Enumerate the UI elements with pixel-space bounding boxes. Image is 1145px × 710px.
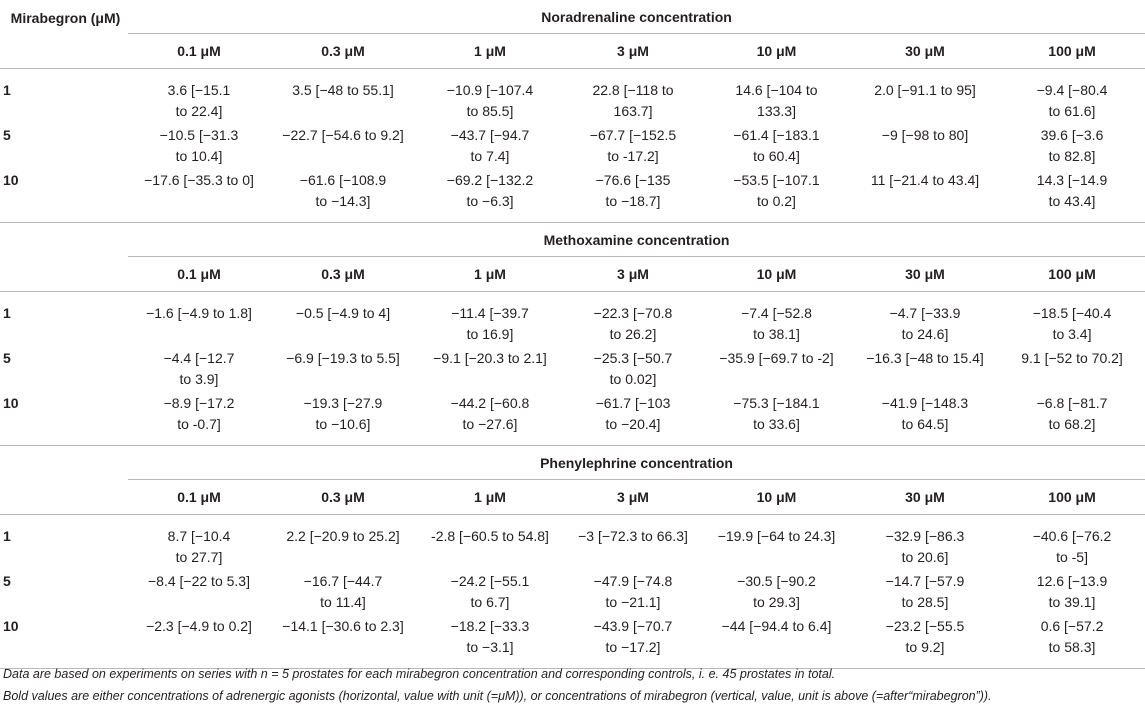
cell-line: to 28.5] [901, 594, 949, 610]
cell-line: to 0.2] [757, 193, 796, 209]
cell-line: to -0.7] [177, 416, 221, 432]
mirabegron-concentration-label: 10 [0, 390, 128, 446]
cell-line: −35.9 [−69.7 to -2] [719, 350, 834, 366]
cell-line: to −3.1] [466, 639, 514, 655]
table-cell [564, 390, 702, 446]
cell-line: to 9.2] [905, 639, 945, 655]
table-row [0, 122, 1145, 167]
cell-line: to 64.5] [901, 416, 949, 432]
concentration-label: 1 μM [474, 43, 506, 59]
cell-line: −67.7 [−152.5 [589, 127, 677, 143]
table-row [0, 613, 1145, 669]
cell-line: 3.5 [−48 to 55.1] [292, 82, 394, 98]
table-cell [270, 69, 416, 123]
concentration-label: 0.3 μM [321, 489, 365, 505]
cell-line: −7.4 [−52.8 [741, 305, 812, 321]
section-title-row [0, 0, 1145, 34]
concentration-label: 10 μM [756, 266, 797, 282]
cell-line: to −10.6] [315, 416, 371, 432]
cell-line: −30.5 [−90.2 [737, 573, 816, 589]
table-cell [128, 390, 270, 446]
table-cell [270, 167, 416, 223]
table-cell [851, 568, 999, 613]
cell-line: to 61.6] [1048, 103, 1096, 119]
cell-line: −1.6 [−4.9 to 1.8] [146, 305, 252, 321]
table-cell [999, 69, 1145, 123]
table-cell [999, 345, 1145, 390]
table-cell [128, 69, 270, 123]
cell-line: 163.7] [613, 103, 653, 119]
cell-line: to 0.02] [609, 371, 657, 387]
table-cell [416, 345, 564, 390]
mirabegron-concentration-label: 1 [3, 305, 11, 321]
concentration-label: 0.1 μM [177, 43, 221, 59]
cell-line: 8.7 [−10.4 [167, 528, 231, 544]
section-title: Noradrenaline concentration [128, 0, 1145, 34]
cell-line: −3 [−72.3 to 66.3] [578, 528, 688, 544]
cell-line: −44 [−94.4 to 6.4] [721, 618, 832, 634]
cell-line: to −14.3] [315, 193, 371, 209]
table-cell [702, 292, 851, 346]
concentration-header-row [0, 480, 1145, 515]
cell-line: to 27.7] [175, 549, 223, 565]
table-cell [564, 345, 702, 390]
section-title-row [0, 446, 1145, 480]
cell-line: −4.7 [−33.9 [889, 305, 961, 321]
cell-line: to 26.2] [609, 326, 657, 342]
table-cell [564, 515, 702, 569]
blank-corner [0, 223, 128, 292]
table-cell [702, 613, 851, 669]
footnote-2: Bold values are either concentrations of adrenergic agonists (horizontal, value with unit (=μM)), or concentrations of mirabegron (vertical, value, unit is above (=after“mirabegron”)). [3, 689, 992, 703]
table-cell [999, 515, 1145, 569]
table-cell [564, 292, 702, 346]
concentration-label: 3 μM [617, 43, 649, 59]
concentration-label: 100 μM [1048, 489, 1096, 505]
cell-line: to 7.4] [470, 148, 510, 164]
table-cell [999, 122, 1145, 167]
cell-line: −9 [−98 to 80] [881, 127, 969, 143]
cell-line: to 60.4] [753, 148, 800, 164]
cell-line: to −21.1] [605, 594, 661, 610]
cell-line: to 43.4] [1048, 193, 1096, 209]
table-cell [999, 568, 1145, 613]
section-title: Methoxamine concentration [128, 223, 1145, 257]
cell-line: −6.8 [−81.7 [1036, 395, 1108, 411]
cell-line: −32.9 [−86.3 [885, 528, 965, 544]
concentration-label: 100 μM [1048, 43, 1096, 59]
table-cell [564, 568, 702, 613]
cell-line: −47.9 [−74.8 [593, 573, 673, 589]
concentration-header-row [0, 257, 1145, 292]
cell-line: −8.4 [−22 to 5.3] [148, 573, 250, 589]
table-cell [851, 122, 999, 167]
table-row [0, 568, 1145, 613]
cell-line: 133.3] [757, 103, 796, 119]
concentration-label: 0.1 μM [177, 489, 221, 505]
cell-line: to 3.9] [179, 371, 219, 387]
table-row [0, 345, 1145, 390]
table-cell [851, 167, 999, 223]
table-cell [851, 613, 999, 669]
cell-line: to 3.4] [1052, 326, 1092, 342]
mirabegron-concentration-label: 1 [3, 82, 11, 98]
table-cell [128, 122, 270, 167]
mirabegron-concentration-label: 5 [3, 127, 11, 143]
cell-line: to 20.6] [901, 549, 949, 565]
cell-line: −16.3 [−48 to 15.4] [866, 350, 984, 366]
cell-line: to -17.2] [607, 148, 659, 164]
table-cell [851, 390, 999, 446]
cell-line: −18.5 [−40.4 [1032, 305, 1112, 321]
cell-line: 22.8 [−118 to [592, 82, 674, 98]
concentration-label: 10 μM [756, 489, 797, 505]
cell-line: −22.3 [−70.8 [593, 305, 673, 321]
cell-line: −8.9 [−17.2 [163, 395, 235, 411]
table-cell [564, 122, 702, 167]
cell-line: 12.6 [−13.9 [1036, 573, 1108, 589]
cell-line: −44.2 [−60.8 [450, 395, 530, 411]
cell-line: −19.9 [−64 to 24.3] [717, 528, 836, 544]
table-cell [851, 69, 999, 123]
cell-line: to 6.7] [470, 594, 510, 610]
cell-line: 14.6 [−104 to [735, 82, 818, 98]
cell-line: −53.5 [−107.1 [733, 172, 820, 188]
cell-line: −69.2 [−132.2 [446, 172, 534, 188]
table-row [0, 69, 1145, 123]
table-cell [702, 69, 851, 123]
table-cell [270, 345, 416, 390]
table-cell [999, 390, 1145, 446]
concentration-label: 10 μM [756, 43, 797, 59]
cell-line: to 85.5] [466, 103, 514, 119]
cell-line: to 33.6] [753, 416, 800, 432]
cell-line: to 68.2] [1048, 416, 1096, 432]
table-cell [999, 167, 1145, 223]
concentration-header-row [0, 34, 1145, 69]
mirabegron-concentration-label: 10 [0, 613, 128, 669]
table-cell [702, 568, 851, 613]
cell-line: 11 [−21.4 to 43.4] [870, 172, 980, 188]
cell-line: −10.5 [−31.3 [159, 127, 239, 143]
cell-line: −61.6 [−108.9 [299, 172, 387, 188]
cell-line: −76.6 [−135 [595, 172, 671, 188]
cell-line: −41.9 [−148.3 [881, 395, 969, 411]
table-cell [416, 515, 564, 569]
mirabegron-column-header: Mirabegron (μM) [10, 10, 121, 26]
cell-line: to 22.4] [175, 103, 223, 119]
cell-line: to -5] [1056, 549, 1088, 565]
table-row [0, 167, 1145, 223]
concentration-label: 30 μM [905, 489, 945, 505]
table-cell [999, 292, 1145, 346]
table-cell [270, 390, 416, 446]
cell-line: −22.7 [−54.6 to 9.2] [282, 127, 404, 143]
table-cell [128, 613, 270, 669]
cell-line: −17.6 [−35.3 to 0] [144, 172, 254, 188]
cell-line: to 11.4] [320, 594, 366, 610]
concentration-label: 3 μM [617, 489, 649, 505]
cell-line: −61.4 [−183.1 [733, 127, 820, 143]
cell-line: to −27.6] [462, 416, 518, 432]
table-cell [564, 167, 702, 223]
cell-line: −75.3 [−184.1 [733, 395, 820, 411]
cell-line: 39.6 [−3.6 [1040, 127, 1104, 143]
table-cell [416, 69, 564, 123]
cell-line: −14.7 [−57.9 [885, 573, 965, 589]
cell-line: -2.8 [−60.5 to 54.8] [431, 528, 549, 544]
concentration-label: 0.3 μM [321, 266, 365, 282]
cell-line: to 24.6] [901, 326, 949, 342]
table-row [0, 515, 1145, 569]
table-cell [564, 613, 702, 669]
cell-line: −43.9 [−70.7 [593, 618, 673, 634]
cell-line: −61.7 [−103 [595, 395, 671, 411]
cell-line: 14.3 [−14.9 [1036, 172, 1108, 188]
table-cell [851, 515, 999, 569]
concentration-label: 0.3 μM [321, 43, 365, 59]
cell-line: to 82.8] [1048, 148, 1096, 164]
concentration-label: 1 μM [474, 489, 506, 505]
cell-line: −2.3 [−4.9 to 0.2] [146, 618, 252, 634]
table-cell [416, 292, 564, 346]
table-cell [702, 345, 851, 390]
table-cell [128, 345, 270, 390]
cell-line: −9.4 [−80.4 [1036, 82, 1108, 98]
concentration-label: 0.1 μM [177, 266, 221, 282]
concentration-label: 30 μM [905, 266, 945, 282]
concentration-label: 100 μM [1048, 266, 1096, 282]
mirabegron-concentration-label: 5 [3, 350, 11, 366]
table-cell [851, 292, 999, 346]
mirabegron-concentration-label: 1 [3, 528, 11, 544]
table-row [0, 390, 1145, 446]
table-cell [270, 568, 416, 613]
table-cell [702, 515, 851, 569]
concentration-label: 30 μM [905, 43, 945, 59]
cell-line: to 16.9] [466, 326, 514, 342]
section-title-row [0, 223, 1145, 257]
cell-line: −25.3 [−50.7 [593, 350, 673, 366]
table-cell [416, 390, 564, 446]
section-title: Phenylephrine concentration [128, 446, 1145, 480]
table-cell [128, 167, 270, 223]
cell-line: to −6.3] [466, 193, 514, 209]
cell-line: −16.7 [−44.7 [303, 573, 383, 589]
table-cell [416, 568, 564, 613]
cell-line: −6.9 [−19.3 to 5.5] [286, 350, 400, 366]
blank-corner [0, 446, 128, 515]
table-cell [564, 69, 702, 123]
cell-line: −23.2 [−55.5 [885, 618, 965, 634]
cell-line: 2.2 [−20.9 to 25.2] [286, 528, 400, 544]
cell-line: to 10.4] [175, 148, 223, 164]
cell-line: 3.6 [−15.1 [167, 82, 231, 98]
table-cell [416, 167, 564, 223]
cell-line: −40.6 [−76.2 [1032, 528, 1112, 544]
mirabegron-concentration-label: 5 [3, 573, 11, 589]
table-cell [702, 167, 851, 223]
cell-line: 9.1 [−52 to 70.2] [1021, 350, 1123, 366]
table-cell [270, 613, 416, 669]
cell-line: −9.1 [−20.3 to 2.1] [433, 350, 547, 366]
cell-line: 2.0 [−91.1 to 95] [874, 82, 976, 98]
cell-line: −11.4 [−39.7 [451, 305, 529, 321]
table-cell [270, 122, 416, 167]
table-cell [999, 613, 1145, 669]
cell-line: −19.3 [−27.9 [303, 395, 383, 411]
table-cell [270, 515, 416, 569]
mirabegron-concentration-label: 10 [0, 167, 128, 223]
cell-line: to −18.7] [605, 193, 661, 209]
cell-line: −4.4 [−12.7 [163, 350, 235, 366]
cell-line: −14.1 [−30.6 to 2.3] [282, 618, 404, 634]
cell-line: to 39.1] [1048, 594, 1096, 610]
cell-line: −24.2 [−55.1 [450, 573, 530, 589]
table-cell [128, 515, 270, 569]
table-cell [416, 122, 564, 167]
table-cell [702, 122, 851, 167]
cell-line: −18.2 [−33.3 [450, 618, 530, 634]
cell-line: −10.9 [−107.4 [446, 82, 534, 98]
cell-line: to 38.1] [753, 326, 800, 342]
concentration-label: 1 μM [474, 266, 506, 282]
cell-line: to −20.4] [605, 416, 661, 432]
table-cell [270, 292, 416, 346]
cell-line: −0.5 [−4.9 to 4] [295, 305, 391, 321]
table-cell [128, 568, 270, 613]
cell-line: to 58.3] [1048, 639, 1096, 655]
cell-line: −43.7 [−94.7 [450, 127, 530, 143]
cell-line: to 29.3] [753, 594, 800, 610]
concentration-label: 3 μM [617, 266, 649, 282]
footnote-1: Data are based on experiments on series with n = 5 prostates for each mirabegron concentration and corresponding controls, i. e. 45 prostates in total. [3, 667, 836, 681]
table-cell [416, 613, 564, 669]
cell-line: 0.6 [−57.2 [1040, 618, 1104, 634]
table-cell [851, 345, 999, 390]
table-cell [702, 390, 851, 446]
table-row [0, 292, 1145, 346]
cell-line: to −17.2] [605, 639, 661, 655]
table-cell [128, 292, 270, 346]
